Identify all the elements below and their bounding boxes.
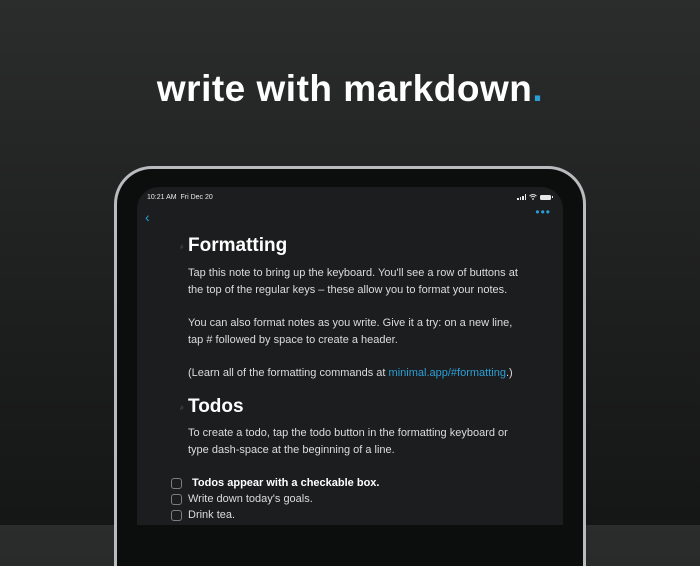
paragraph-learn-more: (Learn all of the formatting commands at minimal.app/#formatting.) [188, 367, 513, 379]
headline [0, 68, 700, 110]
todo-item [188, 508, 528, 524]
todo-checkbox[interactable] [171, 494, 182, 505]
status-icons [517, 194, 551, 200]
status-time: 10:21 AM Fri Dec 20 [147, 194, 213, 201]
heading-todos: # Todos [180, 396, 244, 417]
wifi-icon [529, 194, 537, 200]
note-content[interactable] [180, 235, 528, 524]
todo-text: Write down today's goals. [188, 493, 313, 505]
heading-formatting: # Formatting [180, 235, 288, 256]
back-button[interactable]: ‹ [145, 209, 150, 225]
status-bar [137, 192, 563, 206]
paragraph-keyboard: Tap this note to bring up the keyboard. You'll see a row of buttons at the top of the regular keys – these allow you to format your notes. [188, 267, 518, 296]
tablet-screen [137, 187, 563, 525]
todo-text: Todos appear with a checkable box. [192, 477, 380, 489]
paragraph-create-todo: To create a todo, tap the todo button in the formatting keyboard or type dash-space at the beginning of a line. [188, 427, 508, 456]
todo-item [188, 492, 528, 508]
todo-text: Drink tea. [188, 509, 236, 521]
todo-item [188, 476, 528, 492]
battery-icon [540, 195, 551, 200]
todo-checkbox[interactable] [171, 478, 182, 489]
headline-dot: . [532, 68, 544, 109]
paragraph-format-as-you-write: You can also format notes as you write. Give it a try: on a new line, tap # followed by space to create a header. [188, 317, 513, 346]
headline-text: write with markdown [156, 68, 533, 109]
todo-checkbox[interactable] [171, 510, 182, 521]
signal-icon [517, 194, 526, 200]
heading-hash: # [180, 245, 184, 251]
more-options-button[interactable]: ••• [535, 205, 551, 219]
formatting-link[interactable]: minimal.app/#formatting [388, 367, 506, 379]
heading-hash: # [180, 406, 184, 412]
